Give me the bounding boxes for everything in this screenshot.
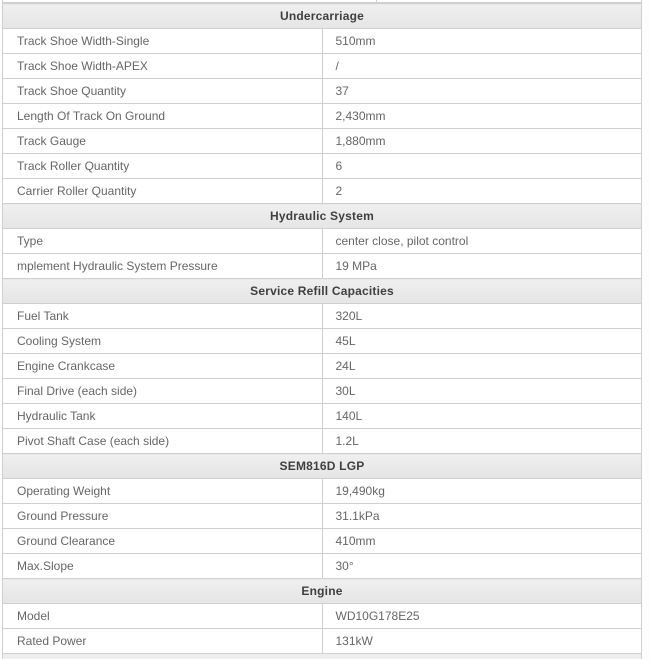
spec-label: Track Roller Quantity — [3, 154, 323, 179]
spec-label: Carrier Roller Quantity — [3, 179, 323, 204]
spec-value: 2 — [322, 179, 642, 204]
spec-label: Model — [3, 604, 323, 629]
table-row — [3, 79, 642, 104]
spec-value: 510mm — [322, 29, 642, 54]
spec-label: Ground Pressure — [3, 504, 323, 529]
spec-label: Cooling System — [3, 329, 323, 354]
table-row — [3, 254, 642, 279]
spec-value: 140L — [322, 404, 642, 429]
spec-label: Max.Slope — [3, 554, 323, 579]
spec-value: 37 — [322, 79, 642, 104]
table-row — [3, 329, 642, 354]
table-row — [3, 604, 642, 629]
spec-value: center close, pilot control — [322, 229, 642, 254]
spec-value: WD10G178E25 — [322, 604, 642, 629]
section-title: Engine — [3, 579, 642, 604]
spec-value: 19 MPa — [322, 254, 642, 279]
partial-section-header-below — [2, 654, 642, 659]
table-row — [3, 504, 642, 529]
spec-label: Length Of Track On Ground — [3, 104, 323, 129]
spec-value: 410mm — [322, 529, 642, 554]
spec-label: Track Shoe Width-Single — [3, 29, 323, 54]
spec-label: Pivot Shaft Case (each side) — [3, 429, 323, 454]
spec-value: 1.2L — [322, 429, 642, 454]
table-row — [3, 29, 642, 54]
spec-label: Final Drive (each side) — [3, 379, 323, 404]
spec-label: Operating Weight — [3, 479, 323, 504]
table-row — [3, 154, 642, 179]
spec-value: 31.1kPa — [322, 504, 642, 529]
table-row — [3, 54, 642, 79]
spec-value: 320L — [322, 304, 642, 329]
spec-label: Track Gauge — [3, 129, 323, 154]
specifications-table — [2, 3, 642, 654]
table-row — [3, 554, 642, 579]
spec-value: 30L — [322, 379, 642, 404]
spec-value: 6 — [322, 154, 642, 179]
spec-value: 1,880mm — [322, 129, 642, 154]
spec-value: 19,490kg — [322, 479, 642, 504]
table-row — [3, 404, 642, 429]
spec-label: Hydraulic Tank — [3, 404, 323, 429]
table-row — [3, 354, 642, 379]
spec-value: 131kW — [322, 629, 642, 654]
section-title: Undercarriage — [3, 4, 642, 29]
partial-row-above — [2, 0, 642, 3]
spec-value: 24L — [322, 354, 642, 379]
spec-value: 30° — [322, 554, 642, 579]
spec-label: Track Shoe Width-APEX — [3, 54, 323, 79]
spec-value: 2,430mm — [322, 104, 642, 129]
spec-label: Fuel Tank — [3, 304, 323, 329]
spec-label: Engine Crankcase — [3, 354, 323, 379]
section-title: SEM816D LGP — [3, 454, 642, 479]
spec-value: / — [322, 54, 642, 79]
table-row — [3, 479, 642, 504]
section-header-row — [3, 579, 642, 604]
table-row — [3, 229, 642, 254]
table-row — [3, 104, 642, 129]
table-row — [3, 179, 642, 204]
table-row — [3, 629, 642, 654]
spec-label: Rated Power — [3, 629, 323, 654]
spec-value: 45L — [322, 329, 642, 354]
table-row — [3, 129, 642, 154]
spec-label: Type — [3, 229, 323, 254]
spec-label: mplement Hydraulic System Pressure — [3, 254, 323, 279]
section-title: Service Refill Capacities — [3, 279, 642, 304]
section-header-row — [3, 204, 642, 229]
section-header-row — [3, 4, 642, 29]
section-header-row — [3, 454, 642, 479]
section-title: Hydraulic System — [3, 204, 642, 229]
section-header-row — [3, 279, 642, 304]
spec-label: Ground Clearance — [3, 529, 323, 554]
table-row — [3, 379, 642, 404]
table-row — [3, 529, 642, 554]
table-row — [3, 304, 642, 329]
spec-table-container — [2, 0, 642, 659]
spec-label: Track Shoe Quantity — [3, 79, 323, 104]
table-row — [3, 429, 642, 454]
column-divider — [376, 0, 377, 2]
